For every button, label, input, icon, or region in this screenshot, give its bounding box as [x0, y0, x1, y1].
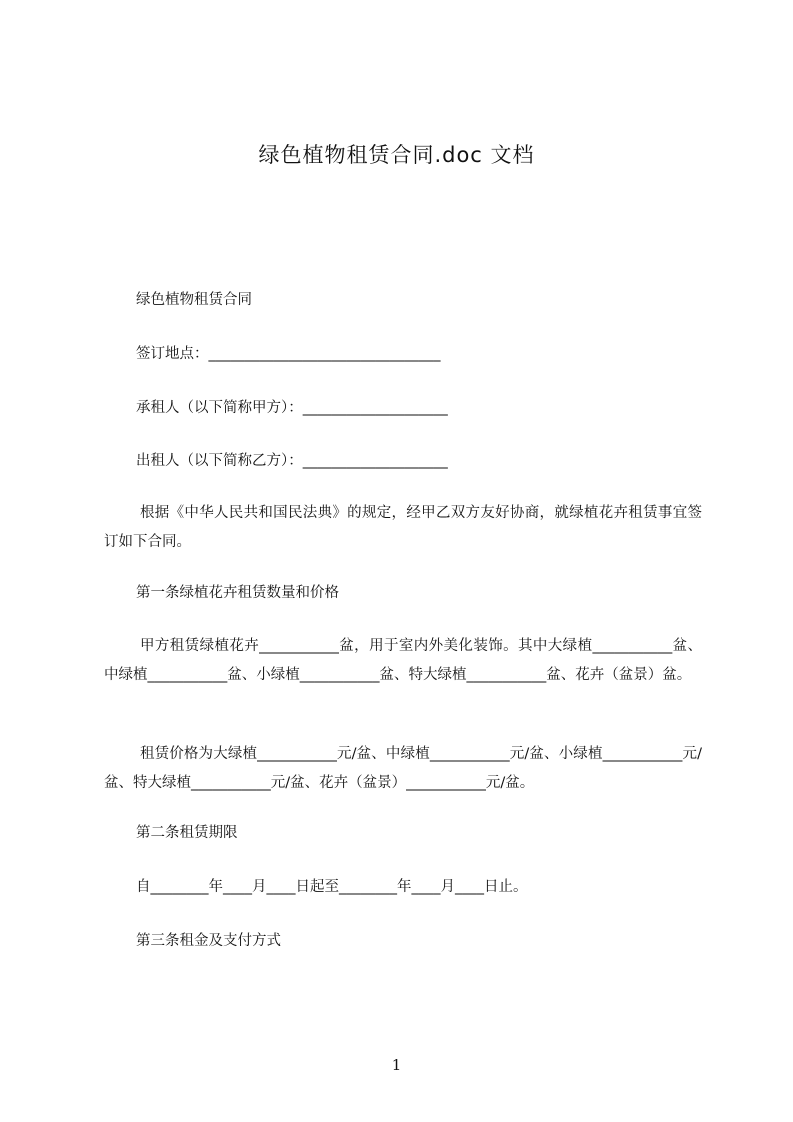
article-1-price-paragraph: 租赁价格为大绿植___________元/盆、中绿植___________元/盆、小绿植___________元/盆、特大绿植___________元/盆、花卉（盆景）___________元/盆。 — [104, 746, 702, 791]
article-3-heading: 第三条租金及支付方式 — [136, 933, 281, 949]
page-number: 1 — [391, 1056, 402, 1074]
article-2-heading: 第二条租赁期限 — [136, 825, 238, 841]
article-1-quantity-paragraph: 甲方租赁绿植花卉___________盆，用于室内外美化装饰。其中大绿植___________盆、中绿植___________盆、小绿植___________盆、特大绿植___________盆、花卉（盆景）盆。 — [104, 638, 702, 683]
lessee-field: 承租人（以下简称甲方）：____________________ — [136, 400, 448, 416]
lessor-field: 出租人（以下简称乙方）：____________________ — [136, 453, 448, 469]
signing-place-field: 签订地点：________________________________ — [136, 346, 441, 362]
document-title: 绿色植物租赁合同.doc 文档 — [258, 143, 535, 167]
article-1-heading: 第一条绿植花卉租赁数量和价格 — [136, 585, 339, 601]
preamble-paragraph: 根据《中华人民共和国民法典》的规定，经甲乙双方友好协商，就绿植花卉租赁事宜签订如下合同。 — [104, 505, 702, 550]
contract-heading: 绿色植物租赁合同 — [136, 292, 252, 308]
article-2-period: 自________年____月____日起至________年____月____日止。 — [136, 879, 528, 895]
